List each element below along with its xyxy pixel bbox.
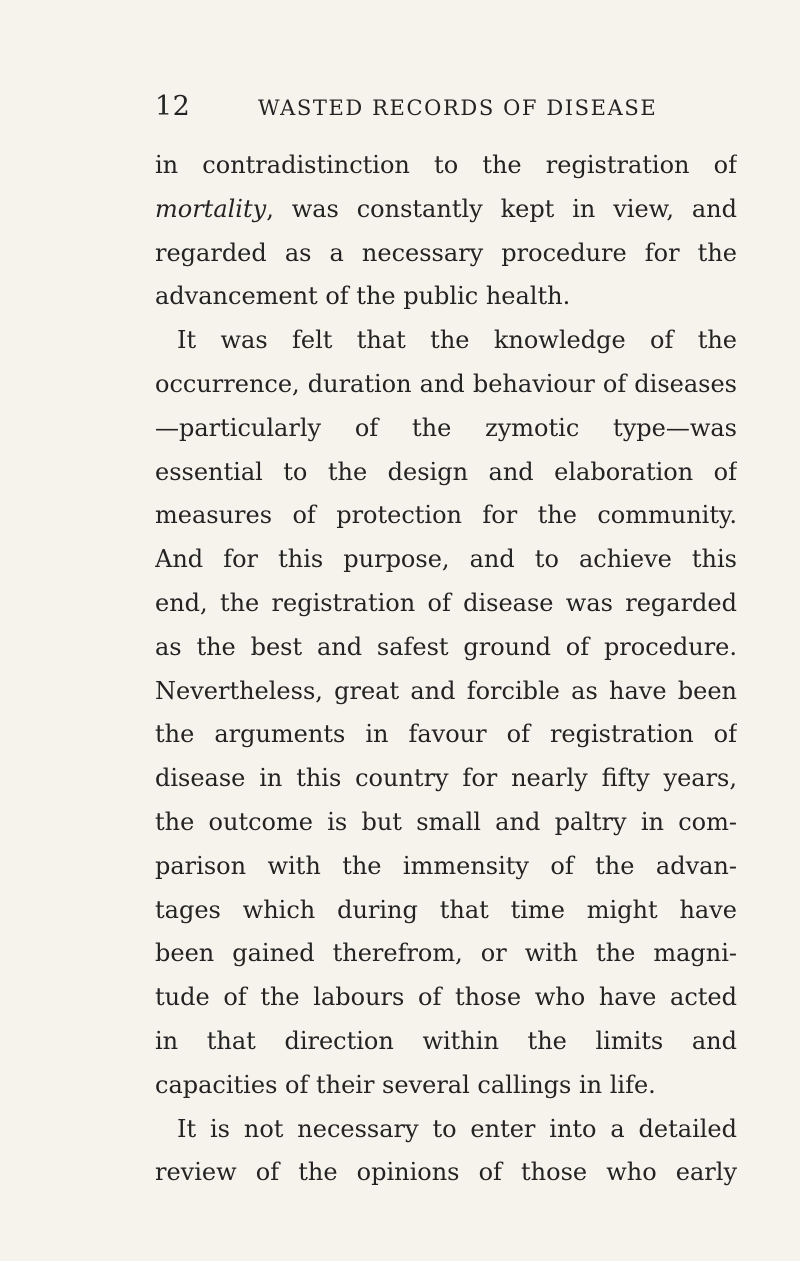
- italic-word-mortality: mortality: [155, 194, 267, 223]
- page-number: 12: [155, 91, 191, 122]
- text-line-20: tude of the labours of those who have acted: [155, 983, 737, 1012]
- text-line-18: tages which during that time might have: [155, 895, 737, 924]
- text-line-5: It was felt that the knowledge of the: [177, 326, 737, 355]
- text-line-23: It is not necessary to enter into a detailed: [177, 1114, 737, 1143]
- text-line-19: been gained therefrom, or with the magni-: [155, 939, 737, 968]
- text-line-4: advancement of the public health.: [155, 282, 571, 311]
- text-line-24: review of the opinions of those who early: [155, 1158, 737, 1187]
- text-line-12: as the best and safest ground of procedure.: [155, 632, 737, 661]
- running-title: WASTED RECORDS OF DISEASE: [258, 96, 658, 120]
- text-line-1: in contradistinction to the registration of: [155, 151, 737, 179]
- body-text: [155, 144, 737, 1195]
- text-line-6: occurrence, duration and behaviour of diseases: [155, 369, 737, 398]
- text-line-11: end, the registration of disease was regarded: [155, 588, 737, 617]
- text-line-10: And for this purpose, and to achieve this: [155, 545, 737, 574]
- text-line-2: mortality, was constantly kept in view, and: [155, 194, 737, 223]
- text-line-8: essential to the design and elaboration of: [155, 457, 737, 486]
- text-line-21: in that direction within the limits and: [155, 1026, 737, 1055]
- text-line-15: disease in this country for nearly fifty years,: [155, 764, 737, 793]
- text-line-9: measures of protection for the community.: [155, 501, 737, 530]
- text-line-13: Nevertheless, great and forcible as have been: [155, 676, 737, 705]
- page-header: [155, 92, 735, 126]
- text-line-3: regarded as a necessary procedure for the: [155, 238, 737, 267]
- text-line-16: the outcome is but small and paltry in com-: [155, 807, 737, 836]
- text-line-7: —particularly of the zymotic type—was: [155, 413, 737, 442]
- text-line-17: parison with the immensity of the advan-: [155, 851, 737, 880]
- text-line-22: capacities of their several callings in life.: [155, 1070, 656, 1099]
- text-line-14: the arguments in favour of registration of: [155, 720, 737, 749]
